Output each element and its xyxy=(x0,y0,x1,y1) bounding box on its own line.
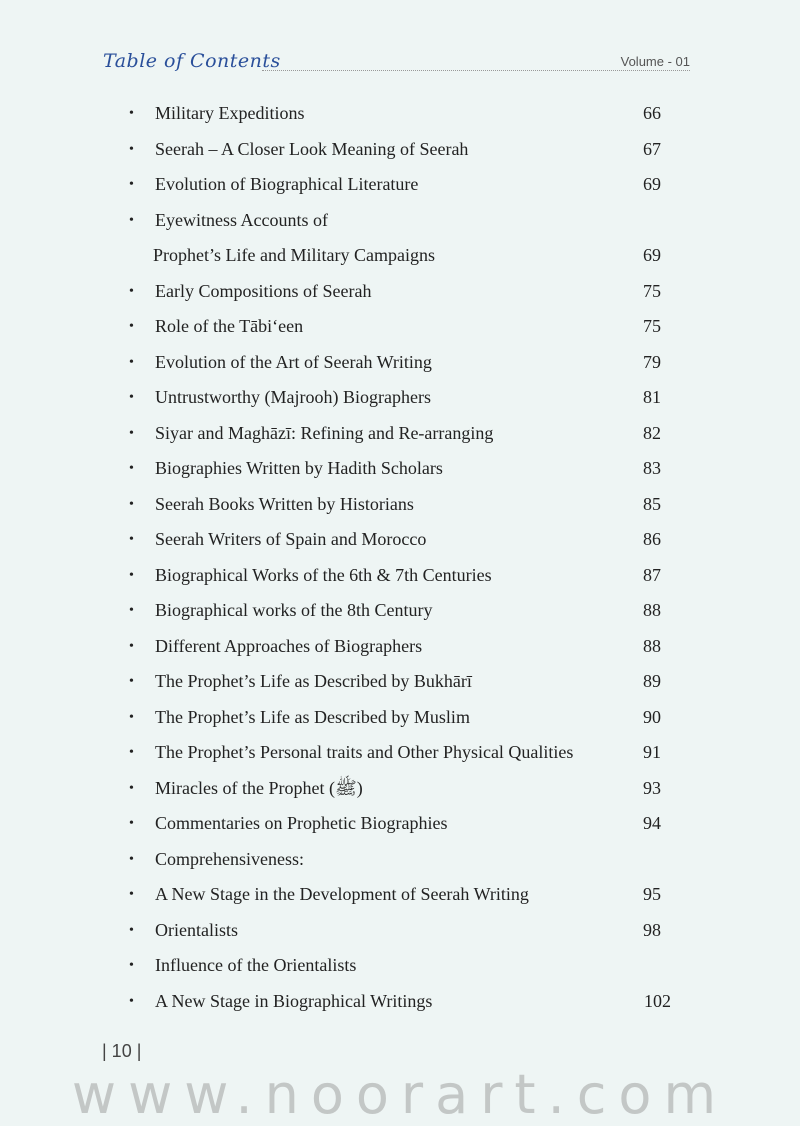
toc-entry-page: 93 xyxy=(643,777,661,798)
bullet-icon: • xyxy=(129,283,134,299)
bullet-icon: • xyxy=(129,922,134,938)
toc-entry-title: Evolution of the Art of Seerah Writing xyxy=(155,351,432,372)
toc-entry-title: Military Expeditions xyxy=(155,103,305,123)
toc-entry xyxy=(0,380,800,416)
toc-entry xyxy=(0,238,800,274)
toc-entry-page: 91 xyxy=(643,742,661,762)
toc-entry-page: 86 xyxy=(643,529,661,549)
bullet-icon: • xyxy=(129,354,134,370)
toc-entry-page: 79 xyxy=(643,351,661,372)
toc-entry-title: Prophet’s Life and Military Campaigns xyxy=(153,245,435,265)
toc-entry-title: Miracles of the Prophet (ﷺ) xyxy=(155,777,363,798)
toc-entry xyxy=(0,913,800,949)
bullet-icon: • xyxy=(129,851,134,867)
toc-entry-title: Orientalists xyxy=(155,919,238,940)
bullet-icon: • xyxy=(129,603,134,618)
toc-entry xyxy=(0,522,800,558)
toc-entry xyxy=(0,948,800,984)
toc-entry-page: 98 xyxy=(643,919,661,940)
toc-entry-title: Seerah – A Closer Look Meaning of Seerah xyxy=(155,138,469,159)
toc-entry-title: Early Compositions of Seerah xyxy=(155,280,372,301)
toc-entry-page: 82 xyxy=(643,422,661,443)
bullet-icon: • xyxy=(129,106,134,121)
toc-entry-title: Commentaries on Prophetic Biographies xyxy=(155,813,448,833)
toc-entry-title: Untrustworthy (Majrooh) Biographers xyxy=(155,387,431,407)
toc-entry-title: Role of the Tābi‘een xyxy=(155,316,304,336)
toc-entry-title: Eyewitness Accounts of xyxy=(155,209,328,230)
toc-entry-title: Biographical Works of the 6th & 7th Centuries xyxy=(155,564,492,585)
toc-entry xyxy=(0,984,800,1020)
toc-entry xyxy=(0,593,800,629)
toc-entry-title: Comprehensiveness: xyxy=(155,848,304,869)
toc-entry-title: A New Stage in Biographical Writings xyxy=(155,990,433,1011)
toc-entry-title: The Prophet’s Personal traits and Other Physical Qualities xyxy=(155,742,574,762)
toc-entry-title: Evolution of Biographical Literature xyxy=(155,174,419,194)
toc-entry-page: 81 xyxy=(643,387,661,407)
toc-entry-title: A New Stage in the Development of Seerah Writing xyxy=(155,884,529,904)
toc-entry-page: 75 xyxy=(643,280,661,301)
toc-entry-title: Biographies Written by Hadith Scholars xyxy=(155,458,443,478)
bullet-icon: • xyxy=(129,319,134,334)
toc-entry xyxy=(0,309,800,345)
toc-entry-page: 102 xyxy=(644,990,671,1011)
toc-entry xyxy=(0,274,800,310)
toc-entry xyxy=(0,771,800,807)
toc-entry xyxy=(0,167,800,203)
header-title: Table of Contents xyxy=(103,50,281,72)
toc-entry xyxy=(0,664,800,700)
toc-entry-page: 83 xyxy=(643,458,661,478)
toc-entry-title: Seerah Books Written by Historians xyxy=(155,493,414,514)
toc-entry-title: Biographical works of the 8th Century xyxy=(155,600,433,620)
toc-entry-title: The Prophet’s Life as Described by Muslim xyxy=(155,706,470,727)
bullet-icon: • xyxy=(129,177,134,192)
toc-entry xyxy=(0,451,800,487)
toc-entry xyxy=(0,700,800,736)
bullet-icon: • xyxy=(129,780,134,796)
table-of-contents xyxy=(0,96,800,1019)
toc-entry-page: 69 xyxy=(643,174,661,194)
toc-entry-page: 69 xyxy=(643,245,661,265)
toc-entry-page: 89 xyxy=(643,671,661,691)
toc-entry-title: Siyar and Maghāzī: Refining and Re-arranging xyxy=(155,422,494,443)
toc-entry xyxy=(0,558,800,594)
watermark: www.noorart.com xyxy=(71,1063,729,1126)
bullet-icon: • xyxy=(129,887,134,902)
bullet-icon: • xyxy=(129,141,134,157)
bullet-icon: • xyxy=(129,674,134,689)
toc-entry xyxy=(0,735,800,771)
toc-entry-page: 87 xyxy=(643,564,661,585)
bullet-icon: • xyxy=(129,993,134,1009)
toc-entry-page: 75 xyxy=(643,316,661,336)
toc-entry-page: 66 xyxy=(643,103,661,123)
bullet-icon: • xyxy=(129,567,134,583)
toc-entry xyxy=(0,132,800,168)
toc-entry xyxy=(0,877,800,913)
toc-entry xyxy=(0,487,800,523)
toc-entry-page: 90 xyxy=(643,706,661,727)
toc-entry xyxy=(0,345,800,381)
toc-entry-title: Influence of the Orientalists xyxy=(155,955,357,975)
toc-entry-title: The Prophet’s Life as Described by Bukhārī xyxy=(155,671,472,691)
toc-entry-page: 95 xyxy=(643,884,661,904)
bullet-icon: • xyxy=(129,425,134,441)
bullet-icon: • xyxy=(129,390,134,405)
bullet-icon: • xyxy=(129,958,134,973)
toc-entry-title: Different Approaches of Biographers xyxy=(155,635,423,656)
toc-entry xyxy=(0,842,800,878)
bullet-icon: • xyxy=(129,496,134,512)
bullet-icon: • xyxy=(129,461,134,476)
page-number: | 10 | xyxy=(102,1041,142,1061)
bullet-icon: • xyxy=(129,709,134,725)
toc-entry-page: 85 xyxy=(643,493,661,514)
toc-entry-page: 67 xyxy=(643,138,661,159)
toc-entry-page: 94 xyxy=(643,813,661,833)
bullet-icon: • xyxy=(129,816,134,831)
toc-entry xyxy=(0,96,800,132)
toc-entry xyxy=(0,203,800,239)
bullet-icon: • xyxy=(129,212,134,228)
header-dotted-rule xyxy=(262,70,690,71)
bullet-icon: • xyxy=(129,745,134,760)
toc-entry xyxy=(0,416,800,452)
toc-entry-page: 88 xyxy=(643,635,661,656)
bullet-icon: • xyxy=(129,532,134,547)
toc-entry xyxy=(0,806,800,842)
toc-entry xyxy=(0,629,800,665)
volume-label: Volume - 01 xyxy=(620,54,690,69)
toc-entry-title: Seerah Writers of Spain and Morocco xyxy=(155,529,427,549)
bullet-icon: • xyxy=(129,638,134,654)
toc-entry-page: 88 xyxy=(643,600,661,620)
